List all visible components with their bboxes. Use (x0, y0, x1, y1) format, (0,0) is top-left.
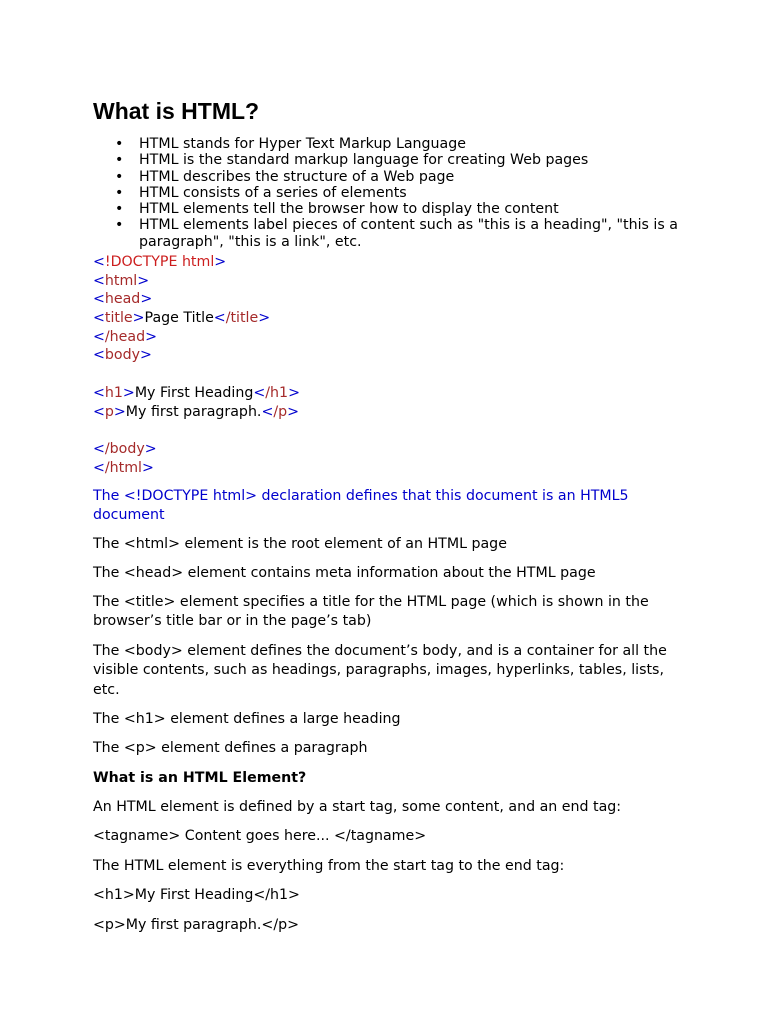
body-open-tag: body (104, 347, 140, 364)
bullet-item: • HTML describes the structure of a Web page (139, 169, 683, 185)
title-open-tag: title (104, 310, 133, 327)
title-element-description: The <title> element specifies a title for the HTML page (which is shown in the browser’s title bar or in the page’s tab) (93, 594, 649, 630)
doctype-tag: !DOCTYPE html (104, 254, 215, 270)
element-scope-description: The HTML element is everything from the start tag to the end tag: (93, 858, 565, 874)
head-element-description: The <head> element contains meta information about the HTML page (93, 565, 596, 581)
p-element-example: <p>My first paragraph.</p> (93, 917, 299, 933)
code-line-doctype: <!DOCTYPE html> (93, 254, 227, 270)
h1-element-example: <h1>My First Heading</h1> (93, 887, 300, 903)
title-close-tag: /title (225, 310, 259, 327)
doctype-description: The <!DOCTYPE html> declaration defines that this document is an HTML5 document (93, 488, 629, 524)
code-line-html-open: <html> (93, 272, 150, 289)
element-definition: An HTML element is defined by a start tag, some content, and an end tag: (93, 799, 622, 815)
p-open-tag: p (104, 403, 114, 420)
body-element-description: The <body> element defines the document’s body, and is a container for all the visible contents, such as headings, paragraphs, images, hyperlinks, tables, lists, etc. (93, 643, 667, 698)
h1-close-tag: /h1 (265, 384, 289, 401)
h1-element-description: The <h1> element defines a large heading (93, 711, 401, 727)
code-line-blank (93, 365, 300, 384)
head-open-tag: head (104, 291, 141, 308)
code-line-blank (93, 421, 300, 440)
intro-bullet-list (93, 136, 683, 250)
section-heading-html-element: What is an HTML Element? (93, 770, 307, 786)
tag-syntax-example: <tagname> Content goes here... </tagname> (93, 828, 427, 844)
code-line-h1: <h1>My First Heading</h1> (93, 384, 300, 401)
code-line-title: <title>Page Title</title> (93, 310, 271, 327)
p-close-tag: /p (273, 403, 288, 420)
code-line-body-close: </body> (93, 440, 157, 457)
bullet-item: • HTML is the standard markup language for creating Web pages (139, 152, 683, 168)
bullet-item: • HTML elements label pieces of content such as "this is a heading", "this is a paragraph", "this is a link", etc. (139, 217, 683, 250)
body-close-tag: /body (104, 440, 145, 457)
head-close-tag: /head (104, 328, 146, 345)
html-element-description: The <html> element is the root element of an HTML page (93, 536, 507, 552)
bullet-item: • HTML elements tell the browser how to display the content (139, 201, 683, 217)
html-close-tag: /html (104, 459, 142, 476)
p-text: My first paragraph. (125, 403, 262, 420)
code-line-head-close: </head> (93, 328, 157, 345)
html-code-example (93, 253, 300, 477)
h1-open-tag: h1 (104, 384, 123, 401)
h1-text: My First Heading (134, 384, 254, 401)
code-line-p: <p>My first paragraph.</p> (93, 403, 300, 420)
title-text: Page Title (144, 310, 214, 327)
p-element-description: The <p> element defines a paragraph (93, 740, 368, 756)
code-line-head-open: <head> (93, 291, 153, 308)
html-open-tag: html (104, 272, 138, 289)
bullet-item: • HTML stands for Hyper Text Markup Language (139, 136, 683, 152)
page-title: What is HTML? (93, 98, 260, 124)
code-line-html-close: </html> (93, 459, 154, 476)
bullet-item: • HTML consists of a series of elements (139, 185, 683, 201)
code-line-body-open: <body> (93, 347, 152, 364)
